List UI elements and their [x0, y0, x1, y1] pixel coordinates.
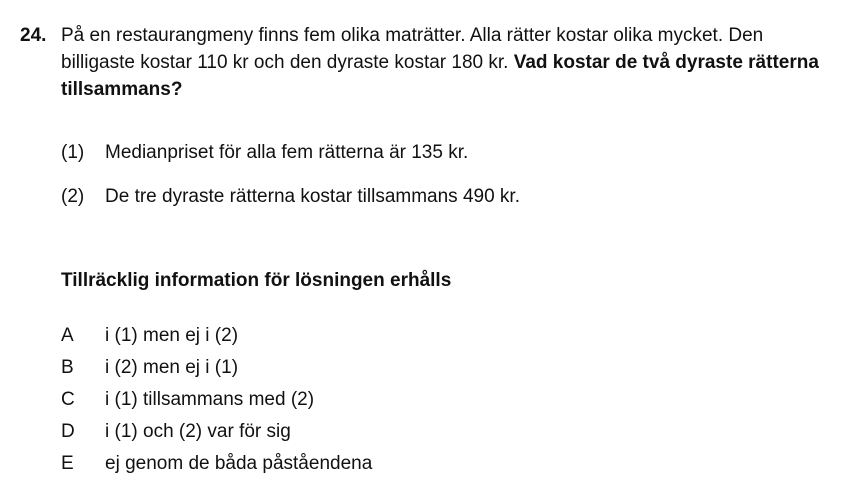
option-c[interactable] — [61, 387, 314, 413]
option-e[interactable] — [61, 451, 372, 477]
statement-2-text: De tre dyraste rätterna kostar tillsammans 490 kr. — [105, 186, 520, 207]
option-a-letter: A — [61, 325, 74, 346]
statement-2 — [61, 184, 520, 210]
question-text-block — [61, 22, 831, 103]
option-d-text: i (1) och (2) var för sig — [105, 421, 291, 442]
option-e-text: ej genom de båda påståendena — [105, 453, 373, 474]
option-d[interactable] — [61, 419, 291, 445]
option-c-letter: C — [61, 389, 75, 410]
option-b-text: i (2) men ej i (1) — [105, 357, 239, 378]
question-text: På en restaurangmeny finns fem olika maträtter. Alla rätter kostar olika mycket. Den billigaste kostar 110 kr och den dyraste kostar 180 kr. — [61, 25, 764, 73]
question-number: 24. — [20, 25, 47, 46]
question-prompt: Vad kostar de två dyraste rätterna tillsammans? — [61, 52, 819, 100]
option-c-text: i (1) tillsammans med (2) — [105, 389, 315, 410]
statement-1 — [61, 140, 468, 166]
statement-1-text: Medianpriset för alla fem rätterna är 135 kr. — [105, 142, 469, 163]
option-b[interactable] — [61, 355, 238, 381]
statement-1-number: (1) — [61, 142, 85, 163]
option-e-letter: E — [61, 453, 74, 474]
option-b-letter: B — [61, 357, 74, 378]
statement-2-number: (2) — [61, 186, 85, 207]
option-a[interactable] — [61, 323, 238, 349]
option-a-text: i (1) men ej i (2) — [105, 325, 239, 346]
answer-heading: Tillräcklig information för lösningen erhålls — [61, 270, 452, 291]
option-d-letter: D — [61, 421, 75, 442]
